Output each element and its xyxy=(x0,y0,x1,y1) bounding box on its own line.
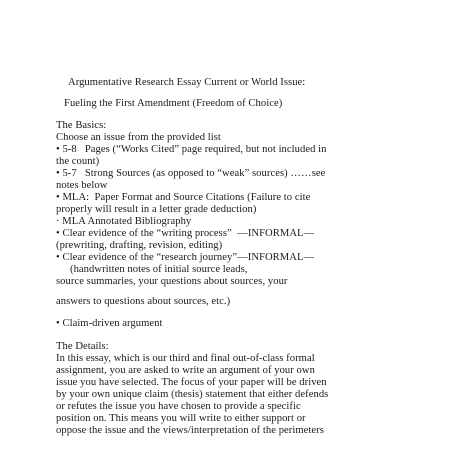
details-line: position on. This means you will write to either support or xyxy=(56,413,306,424)
basics-line: notes below xyxy=(56,180,108,191)
basics-heading: The Basics: xyxy=(56,120,107,131)
basics-line: source summaries, your questions about sources, your xyxy=(56,276,288,287)
basics-line: (handwritten notes of initial source leads, xyxy=(70,264,248,275)
basics-line: (prewriting, drafting, revision, editing) xyxy=(56,240,223,251)
details-line: oppose the issue and the views/interpretation of the perimeters xyxy=(56,425,324,436)
basics-line: · MLA Annotated Bibliography xyxy=(56,216,192,227)
details-heading: The Details: xyxy=(56,341,109,352)
details-line: or refutes the issue you have chosen to provide a specific xyxy=(56,401,301,412)
basics-line: • Clear evidence of the “research journey”—INFORMAL— xyxy=(56,252,315,263)
details-line: In this essay, which is our third and final out-of-class formal xyxy=(56,353,315,364)
details-line: assignment, you are asked to write an argument of your own xyxy=(56,365,315,376)
details-line: issue you have selected. The focus of your paper will be driven xyxy=(56,377,327,388)
basics-line: • Claim-driven argument xyxy=(56,318,163,329)
basics-line: • Clear evidence of the “writing process” —INFORMAL— xyxy=(56,228,315,239)
basics-line: • 5-8 Pages (“Works Cited” page required, but not included in xyxy=(56,144,327,155)
title-line-1: Argumentative Research Essay Current or World Issue: xyxy=(68,77,306,88)
basics-line: • 5-7 Strong Sources (as opposed to “weak” sources) ……see xyxy=(56,168,326,179)
title-line-2: Fueling the First Amendment (Freedom of Choice) xyxy=(64,98,283,109)
basics-line: • MLA: Paper Format and Source Citations (Failure to cite xyxy=(56,192,311,203)
basics-line: properly will result in a letter grade deduction) xyxy=(56,204,257,215)
basics-line: answers to questions about sources, etc.) xyxy=(56,296,231,307)
details-line: by your own unique claim (thesis) statement that either defends xyxy=(56,389,329,400)
basics-line: Choose an issue from the provided list xyxy=(56,132,221,143)
basics-line: the count) xyxy=(56,156,100,167)
